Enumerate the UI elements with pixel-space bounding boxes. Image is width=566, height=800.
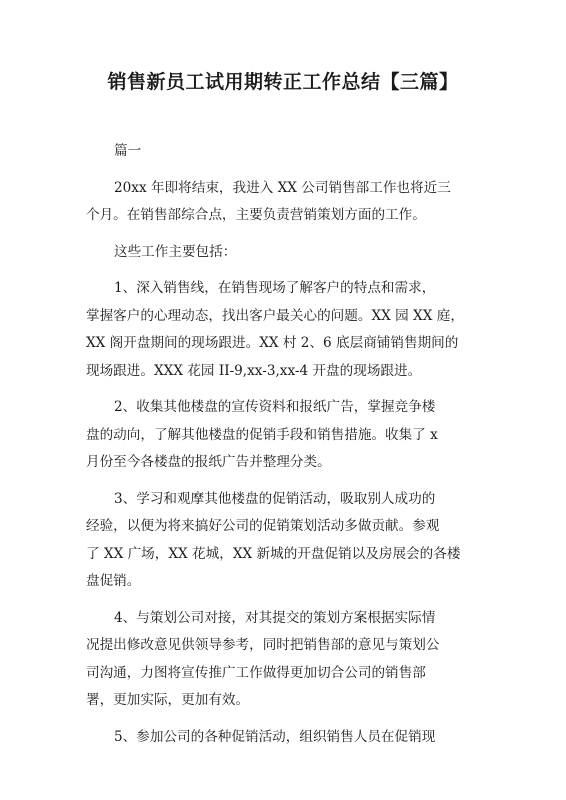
paragraph-line: 现场跟进。XXX 花园 II-9,xx-3,xx-4 开盘的现场跟进。 bbox=[86, 362, 422, 379]
document-title: 销售新员工试用期转正工作总结【三篇】 bbox=[107, 71, 459, 93]
paragraph-line: 盘的动向，了解其他楼盘的促销手段和销售措施。收集了 x bbox=[86, 426, 438, 443]
paragraph-line: 月份至今各楼盘的报纸广告并整理分类。 bbox=[86, 454, 331, 470]
paragraph-line: 了 XX 广场，XX 花城，XX 新城的开盘促销以及房展会的各楼 bbox=[86, 545, 461, 562]
paragraph-line: 掌握客户的心理动态，找出客户最关心的问题。XX 园 XX 庭， bbox=[86, 307, 464, 324]
paragraph-line: 盘促销。 bbox=[86, 573, 141, 589]
paragraph-line: 署，更加实际，更加有效。 bbox=[86, 692, 250, 708]
paragraph-line: 5、参加公司的各种促销活动，组织销售人员在促销现 bbox=[114, 728, 436, 745]
paragraph-line: 况提出修改意见供领导参考，同时把销售部的意见与策划公 bbox=[86, 637, 440, 653]
paragraph-line: 4、与策划公司对接，对其提交的策划方案根据实际情 bbox=[114, 609, 436, 626]
paragraph-line: 这些工作主要包括： bbox=[114, 243, 237, 260]
paragraph-line: 2、收集其他楼盘的宣传资料和报纸广告，掌握竞争楼 bbox=[114, 399, 436, 415]
section-heading: 篇一 bbox=[114, 143, 142, 159]
paragraph-line: 3、学习和观摩其他楼盘的促销活动，吸取别人成功的 bbox=[114, 490, 436, 507]
paragraph-line: XX 阁开盘期间的现场跟进。XX 村 2、6 底层商铺销售期间的 bbox=[86, 335, 459, 351]
paragraph-line: 经验，以便为将来搞好公司的促销策划活动多做贡献。参观 bbox=[86, 518, 440, 534]
document-body bbox=[86, 138, 486, 751]
paragraph-line: 个月。在销售部综合点，主要负责营销策划方面的工作。 bbox=[86, 207, 426, 223]
paragraph-line: 20xx 年即将结束，我进入 XX 公司销售部工作也将近三 bbox=[114, 179, 451, 196]
paragraph-line: 司沟通，力图将宣传推广工作做得更加切合公司的销售部 bbox=[86, 664, 426, 681]
paragraph-line: 1、深入销售线，在销售现场了解客户的特点和需求， bbox=[114, 280, 436, 296]
